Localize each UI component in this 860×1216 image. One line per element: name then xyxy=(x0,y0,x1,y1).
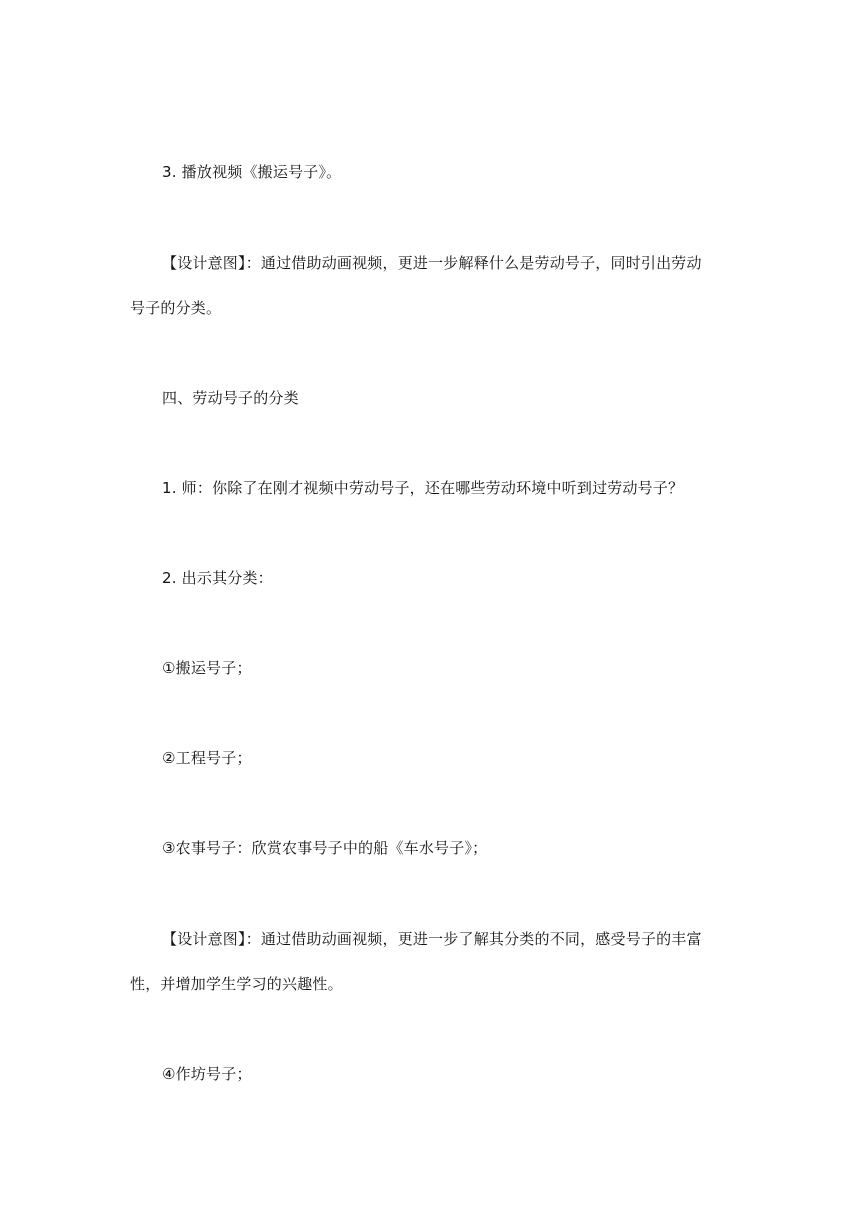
design-intent-1-line-1: 【设计意图】：通过借助动画视频，更进一步解释什么是劳动号子，同时引出劳动 xyxy=(162,254,702,272)
list-item-workshop-chant: ④作坊号子； xyxy=(162,1065,252,1083)
list-item-farming-chant: ③农事号子：欣赏农事号子中的船《车水号子》； xyxy=(162,839,488,857)
design-intent-1-line-2: 号子的分类。 xyxy=(130,299,222,317)
step-1-teacher-question: 1. 师：你除了在刚才视频中劳动号子，还在哪些劳动环境中听到过劳动号子？ xyxy=(162,479,684,497)
design-intent-2-line-1: 【设计意图】：通过借助动画视频，更进一步了解其分类的不同，感受号子的丰富 xyxy=(162,930,702,948)
design-intent-2-line-2: 性，并增加学生学习的兴趣性。 xyxy=(130,975,343,993)
list-item-carrying-chant: ①搬运号子； xyxy=(162,659,252,677)
step-3-play-video: 3. 播放视频《搬运号子》。 xyxy=(162,163,342,181)
list-item-engineering-chant: ②工程号子； xyxy=(162,749,252,767)
step-2-show-classification: 2. 出示其分类： xyxy=(162,569,273,587)
section-heading-classification: 四、劳动号子的分类 xyxy=(162,389,299,407)
